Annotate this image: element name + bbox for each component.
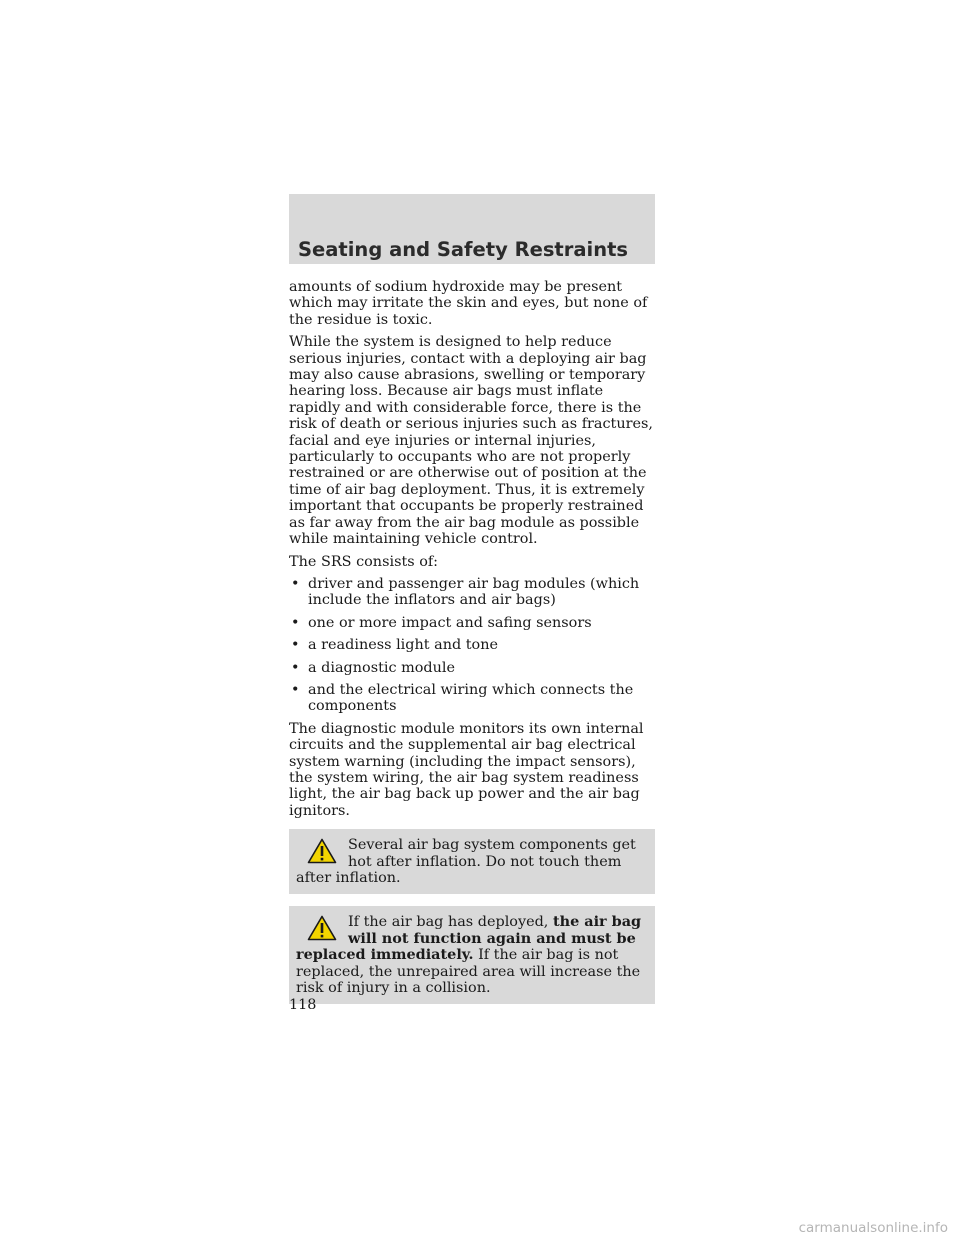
section-title: Seating and Safety Restraints <box>298 238 629 261</box>
list-item <box>289 637 655 653</box>
list-item <box>289 660 655 676</box>
bullet-icon: • <box>291 681 300 698</box>
list-item-text: a diagnostic module <box>308 659 456 676</box>
page-number: 118 <box>289 997 317 1013</box>
bullet-icon: • <box>291 637 300 654</box>
list-item-text: driver and passenger air bag modules (which include the inflators and air bags) <box>308 575 640 609</box>
warning-text-bold: the air bag will not function again and must be replaced immediately. <box>296 913 642 964</box>
warning-triangle-icon <box>307 915 337 941</box>
bullet-icon: • <box>291 575 300 592</box>
bullet-icon: • <box>291 659 300 676</box>
page-content <box>289 279 655 1016</box>
warning-text: Several air bag system components get hot after inflation. Do not touch them after inflation. <box>296 837 636 886</box>
srs-components-list <box>289 576 655 715</box>
warning-text-lead: If the air bag has deployed, <box>348 914 553 931</box>
warning-triangle-icon <box>307 838 337 864</box>
paragraph-diagnostic-module: The diagnostic module monitors its own internal circuits and the supplemental air bag electrical system warning (including the impact sensors), the system wiring, the air bag system readiness light, the air bag back up power and the air bag ignitors. <box>289 720 644 819</box>
bullet-icon: • <box>291 614 300 631</box>
list-item-text: a readiness light and tone <box>308 637 498 654</box>
watermark: carmanualsonline.info <box>798 1220 948 1236</box>
list-item-text: and the electrical wiring which connects the components <box>308 681 634 715</box>
paragraph-injury-risk: While the system is designed to help reduce serious injuries, contact with a deploying air bag may also cause abrasions, swelling or temporary hearing loss. Because air bags must inflate rapidly and with considerable force, there is the risk of death or serious injuries such as fractures, facial and eye injuries or internal injuries, particularly to occupants who are not properly restrained or are otherwise out of position at the time of air bag deployment. Thus, it is extremely important that occupants be properly restrained as far away from the air bag module as possible while maintaining vehicle control. <box>289 334 653 548</box>
list-item <box>289 576 655 609</box>
section-header <box>289 194 655 264</box>
paragraph-srs-intro: The SRS consists of: <box>289 553 439 570</box>
list-item <box>289 682 655 715</box>
warning-text-tail: If the air bag is not replaced, the unrepaired area will increase the risk of injury in a collision. <box>296 947 641 997</box>
list-item-text: one or more impact and safing sensors <box>308 614 592 631</box>
list-item <box>289 615 655 631</box>
warning-box-deployed-airbag <box>289 906 655 1004</box>
paragraph-continuation: amounts of sodium hydroxide may be present which may irritate the skin and eyes, but none of the residue is toxic. <box>289 279 648 328</box>
warning-box-hot-components <box>289 829 655 894</box>
